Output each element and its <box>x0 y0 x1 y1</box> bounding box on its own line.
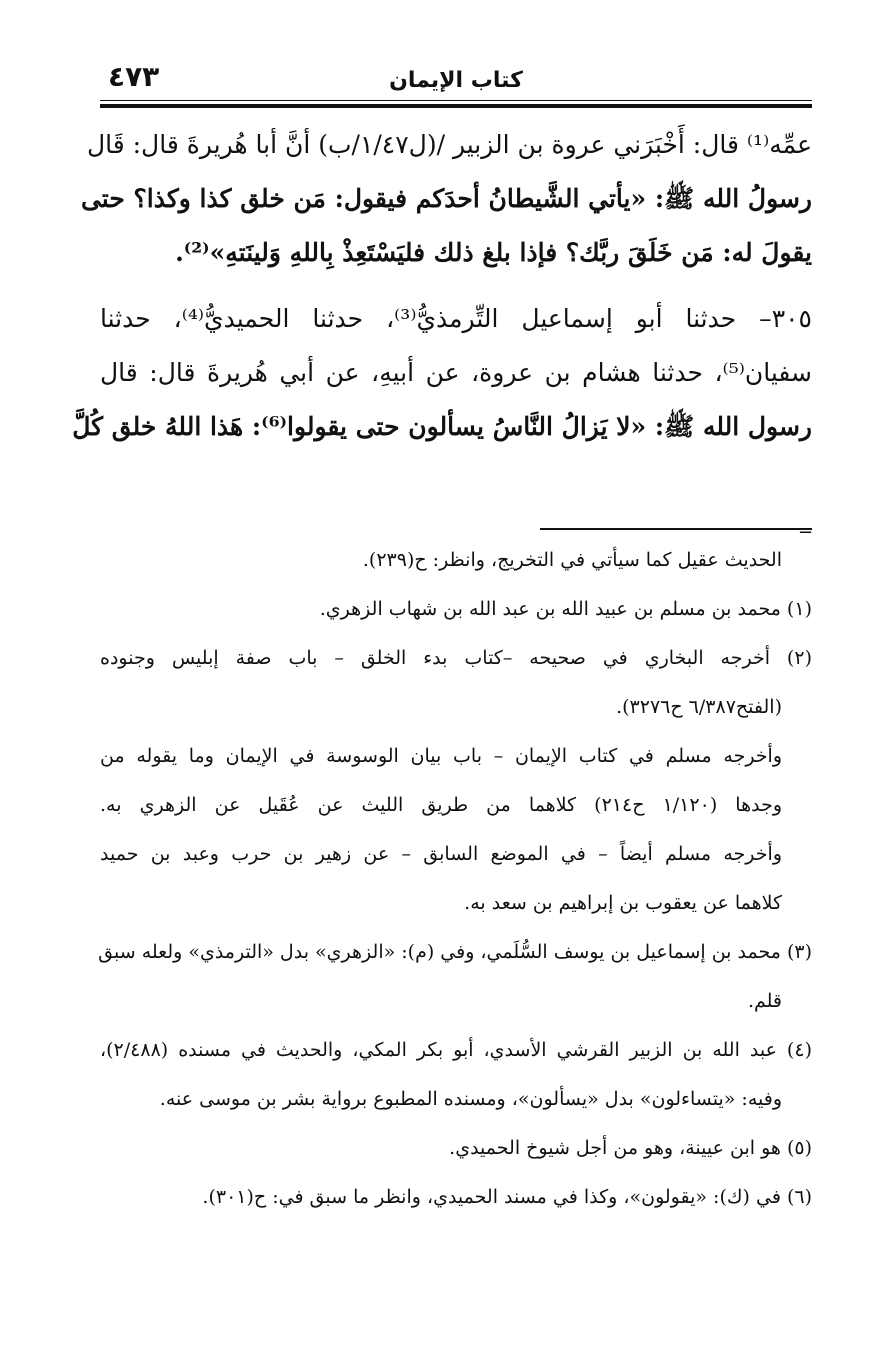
footnote-line: وفيه: «يتساءلون» بدل «يسألون»، ومسنده المطبوع برواية بشر بن موسى عنه. <box>159 1088 782 1110</box>
footnote-line: (٤) عبد الله بن الزبير القرشي الأسدي، أبو بكر المكي، والحديث في مسنده (٢/٤٨٨)، <box>100 1039 812 1061</box>
footnote-line: (٦) في (ك): «يقولون»، وكذا في مسند الحميدي، وانظر ما سبق في: ح(٣٠١). <box>202 1186 812 1208</box>
header-rule-thick <box>100 104 812 108</box>
footnote-line: (١) محمد بن مسلم بن عبيد الله بن عبد الله بن شهاب الزهري. <box>319 598 812 620</box>
header-rule-thin <box>100 100 812 101</box>
footnote-line: (٥) هو ابن عيينة، وهو من أجل شيوخ الحميدي. <box>449 1137 812 1159</box>
footnote-separator <box>540 528 812 530</box>
chapter-title: كتاب الإيمان <box>389 68 523 93</box>
main-line: ٣٠٥– حدثنا أبو إسماعيل التِّرمذيُّ⁽³⁾، حدثنا الحميديُّ⁽⁴⁾، حدثنا <box>100 304 812 333</box>
main-line: سفيان⁽⁵⁾، حدثنا هشام بن عروة، عن أبيهِ، عن أبي هُريرةَ قال: قال <box>100 358 812 387</box>
main-text <box>72 118 812 454</box>
footnote-line: كلاهما عن يعقوب بن إبراهيم بن سعد به. <box>464 892 782 914</box>
main-line: رسول الله ﷺ: «لا يَزالُ النَّاسُ يسألون حتى يقولوا⁽⁶⁾: هَذا اللهُ خلق كُلَّ <box>72 412 812 441</box>
footnote-line: (الفتح٦/٣٨٧ ح٣٢٧٦). <box>616 696 782 718</box>
footnote-line: (٣) محمد بن إسماعيل بن يوسف السُّلَمي، وفي (م): «الزهري» بدل «الترمذي» ولعله سبق <box>98 941 812 963</box>
footnote-line: (٢) أخرجه البخاري في صحيحه –كتاب بدء الخلق – باب صفة إبليس وجنوده <box>100 647 812 669</box>
footnote-line: وأخرجه مسلم في كتاب الإيمان – باب بيان الوسوسة في الإيمان وما يقوله من <box>100 745 782 767</box>
page-number: ٤٧٣ <box>108 60 160 93</box>
main-line: رسولُ الله ﷺ: «يأتي الشَّيطانُ أحدَكم فيقول: مَن خلق كذا وكذا؟ حتى <box>80 184 812 213</box>
page-header <box>100 60 812 100</box>
continuation-mark: = <box>798 520 814 541</box>
main-line: عمِّه⁽¹⁾ قال: أَخْبَرَني عروة بن الزبير /(ل١/٤٧/ب) أنَّ أبا هُريرةَ قال: قَال <box>86 130 812 159</box>
main-line: يقولَ له: مَن خَلَقَ ربَّك؟ فإذا بلغ ذلك فليَسْتَعِذْ بِاللهِ وَلينَتهِ»⁽²⁾. <box>175 238 812 267</box>
footnote-line: وأخرجه مسلم أيضاً – في الموضع السابق – عن زهير بن حرب وعبد بن حميد <box>100 843 782 865</box>
footnote-line: وجدها (١/١٢٠ ح٢١٤) كلاهما من طريق الليث عن عُقَيل عن الزهري به. <box>100 794 783 816</box>
footnotes <box>100 536 812 1222</box>
footnote-line: قلم. <box>747 990 782 1012</box>
footnote-line: الحديث عقيل كما سيأتي في التخريج، وانظر: ح(٢٣٩). <box>362 549 782 571</box>
